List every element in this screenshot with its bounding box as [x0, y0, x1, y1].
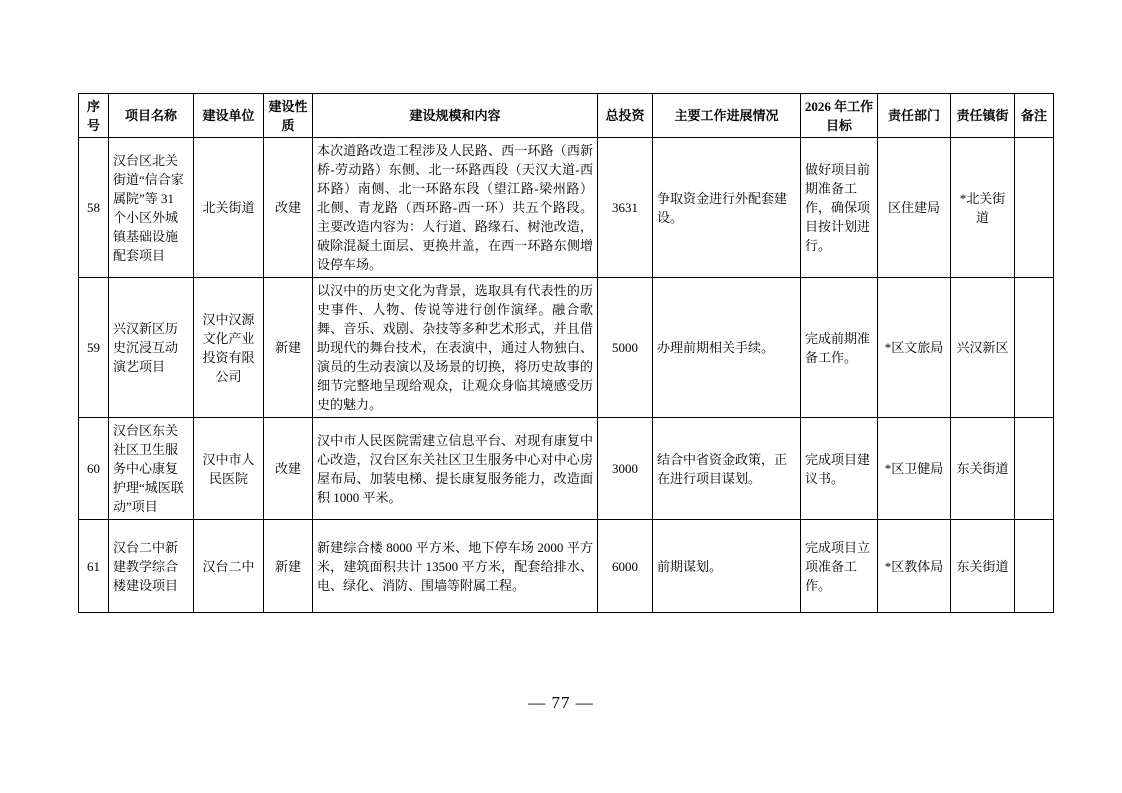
header-project-name: 项目名称: [109, 94, 194, 138]
cell-remarks: [1015, 138, 1054, 278]
header-progress: 主要工作进展情况: [653, 94, 801, 138]
cell-construction-unit: 北关街道: [194, 138, 264, 278]
cell-construction-nature: 改建: [264, 138, 313, 278]
cell-progress: 办理前期相关手续。: [653, 278, 801, 418]
table-row: [79, 278, 1054, 418]
cell-construction-nature: 新建: [264, 278, 313, 418]
header-row: [79, 94, 1054, 138]
cell-responsible-street: 东关街道: [951, 418, 1015, 520]
table-row: [79, 520, 1054, 613]
cell-total-investment: 6000: [598, 520, 653, 613]
cell-construction-unit: 汉中市人民医院: [194, 418, 264, 520]
cell-remarks: [1015, 520, 1054, 613]
cell-progress: 前期谋划。: [653, 520, 801, 613]
cell-responsible-dept: *区教体局: [878, 520, 951, 613]
cell-project-name: 汉台二中新建教学综合楼建设项目: [109, 520, 194, 613]
cell-remarks: [1015, 418, 1054, 520]
cell-seq: 59: [79, 278, 109, 418]
cell-progress: 结合中省资金政策，正在进行项目谋划。: [653, 418, 801, 520]
page-number: — 77 —: [528, 693, 594, 712]
cell-seq: 61: [79, 520, 109, 613]
cell-scale-content: 新建综合楼 8000 平方米、地下停车场 2000 平方米，建筑面积共计 13500 平方米，配套给排水、电、绿化、消防、围墙等附属工程。: [313, 520, 598, 613]
cell-2026-target: 完成前期准备工作。: [801, 278, 878, 418]
header-responsible-dept: 责任部门: [878, 94, 951, 138]
projects-table: [78, 93, 1054, 613]
cell-responsible-street: 东关街道: [951, 520, 1015, 613]
cell-remarks: [1015, 278, 1054, 418]
cell-responsible-dept: *区文旅局: [878, 278, 951, 418]
table-row: [79, 138, 1054, 278]
header-2026-target: 2026 年工作目标: [801, 94, 878, 138]
cell-2026-target: 完成项目立项准备工作。: [801, 520, 878, 613]
cell-construction-nature: 改建: [264, 418, 313, 520]
cell-project-name: 兴汉新区历史沉浸互动演艺项目: [109, 278, 194, 418]
cell-project-name: 汉台区北关街道“信合家属院”等 31 个小区外城镇基础设施配套项目: [109, 138, 194, 278]
cell-2026-target: 完成项目建议书。: [801, 418, 878, 520]
header-remarks: 备注: [1015, 94, 1054, 138]
table-row: [79, 418, 1054, 520]
cell-responsible-dept: *区卫健局: [878, 418, 951, 520]
header-responsible-street: 责任镇街: [951, 94, 1015, 138]
header-construction-unit: 建设单位: [194, 94, 264, 138]
cell-total-investment: 3631: [598, 138, 653, 278]
cell-construction-unit: 汉中汉源文化产业投资有限公司: [194, 278, 264, 418]
cell-scale-content: 汉中市人民医院需建立信息平台、对现有康复中心改造，汉台区东关社区卫生服务中心对中心房屋布局、加装电梯、提长康复服务能力，改造面积 1000 平米。: [313, 418, 598, 520]
cell-scale-content: 以汉中的历史文化为背景，选取具有代表性的历史事件、人物、传说等进行创作演绎。融合歌舞、音乐、戏剧、杂技等多种艺术形式，并且借助现代的舞台技术，在表演中，通过人物独白、演员的生动表演以及场景的切换，将历史故事的细节完整地呈现给观众，让观众身临其境感受历史的魅力。: [313, 278, 598, 418]
cell-total-investment: 3000: [598, 418, 653, 520]
cell-scale-content: 本次道路改造工程涉及人民路、西一环路（西新桥-劳动路）东侧、北一环路西段（天汉大道-西环路）南侧、北一环路东段（望江路-梁州路）北侧、青龙路（西环路-西一环）共五个路段。主要改造内容为：人行道、路缘石、树池改造，破除混凝土面层、更换井盖，在西一环路东侧增设停车场。: [313, 138, 598, 278]
header-total-investment: 总投资: [598, 94, 653, 138]
cell-responsible-street: *北关街道: [951, 138, 1015, 278]
cell-responsible-street: 兴汉新区: [951, 278, 1015, 418]
cell-2026-target: 做好项目前期准备工作，确保项目按计划进行。: [801, 138, 878, 278]
header-construction-nature: 建设性质: [264, 94, 313, 138]
header-scale-content: 建设规模和内容: [313, 94, 598, 138]
cell-total-investment: 5000: [598, 278, 653, 418]
cell-seq: 58: [79, 138, 109, 278]
header-seq: 序号: [79, 94, 109, 138]
cell-progress: 争取资金进行外配套建设。: [653, 138, 801, 278]
cell-project-name: 汉台区东关社区卫生服务中心康复护理“城医联动”项目: [109, 418, 194, 520]
cell-responsible-dept: 区住建局: [878, 138, 951, 278]
cell-construction-unit: 汉台二中: [194, 520, 264, 613]
cell-construction-nature: 新建: [264, 520, 313, 613]
cell-seq: 60: [79, 418, 109, 520]
